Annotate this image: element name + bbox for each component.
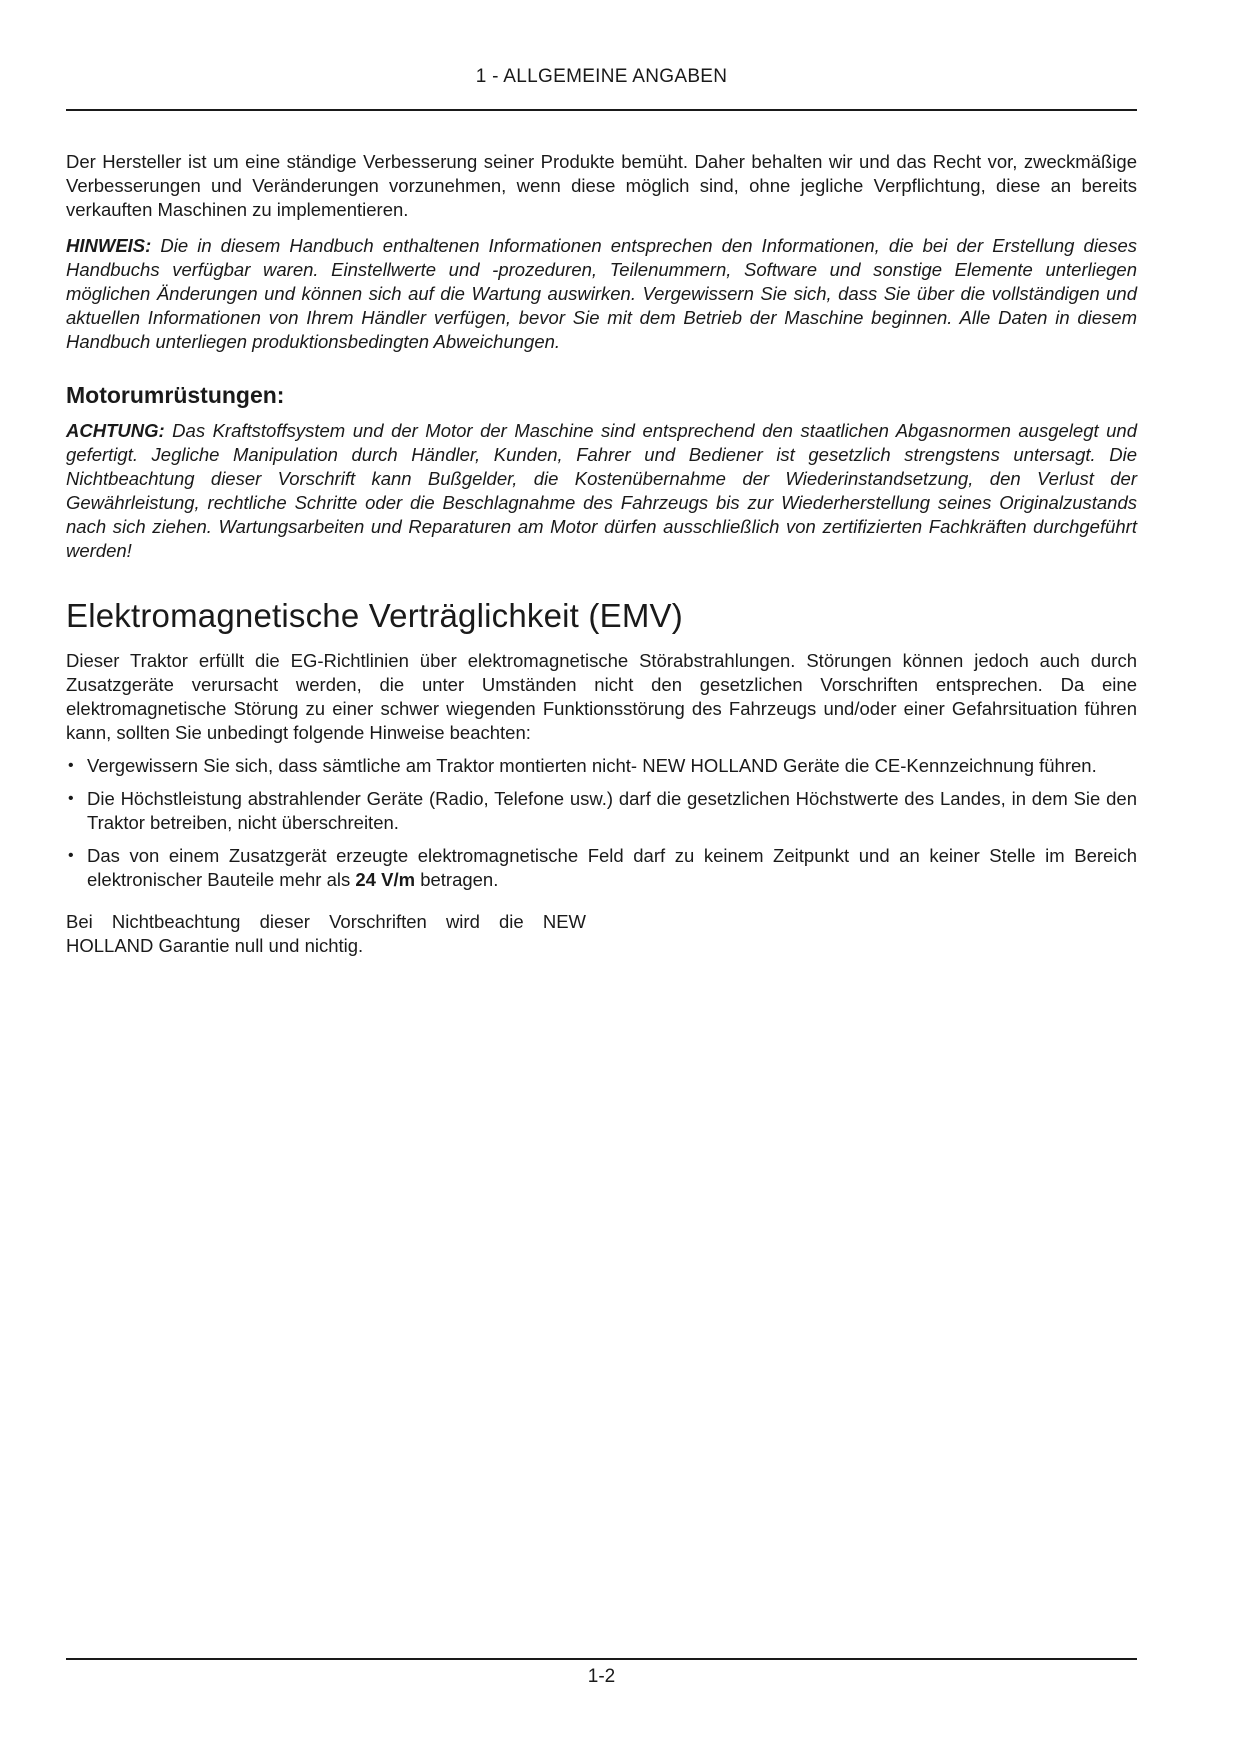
achtung-label: ACHTUNG: — [66, 420, 165, 441]
achtung-text: Das Kraftstoffsystem und der Motor der Maschine sind entsprechend den staatlichen Abgasnormen ausgelegt und gefertigt. Jegliche Manipulation durch Händler, Kunden, Fahrer und Bediener ist gesetzlich strengstens untersagt. Die Nichtbeachtung dieser Vorschrift kann Bußgelder, die Kostenübernahme der Wiederinstandsetzung, den Verlust der Gewährleistung, rechtliche Schritte oder die Beschlagnahme des Fahrzeugs bis zur Wiederherstellung seines Originalzustands nach sich ziehen. Wartungsarbeiten und Reparaturen am Motor dürfen ausschließlich von zertifizierten Fachkräften durchgeführt werden! — [66, 420, 1137, 561]
bullet-text: Die Höchstleistung abstrahlender Geräte (Radio, Telefone usw.) darf die gesetzlichen Höchstwerte des Landes, in dem Sie den Traktor betreiben, nicht überschreiten. — [87, 788, 1137, 833]
bullet-icon: • — [68, 757, 74, 774]
hinweis-text: Die in diesem Handbuch enthaltenen Informationen entsprechen den Informationen, die bei der Erstellung dieses Handbuchs verfügbar waren. Einstellwerte und -prozeduren, Teilenummern, Software und sonstige Elemente unterliegen möglichen Änderungen und können sich auf die Wartung auswirken. Vergewissern Sie sich, dass Sie über die vollständigen und aktuellen Informationen von Ihrem Händler verfügen, bevor Sie mit dem Betrieb der Maschine beginnen. Alle Daten in diesem Handbuch unterliegen produktionsbedingten Abweichungen. — [66, 235, 1138, 352]
hinweis-label: HINWEIS: — [66, 235, 152, 256]
closing-paragraph: Bei Nichtbeachtung dieser Vorschriften wird die NEW HOLLAND Garantie null und nichtig. — [66, 911, 586, 956]
emv-section-title: Elektromagnetische Verträglichkeit (EMV) — [66, 597, 683, 634]
motor-section-heading: Motorumrüstungen: — [66, 382, 285, 408]
emv-bullet-list — [66, 754, 1137, 892]
bullet-icon: • — [68, 847, 74, 864]
bullet-text-after: betragen. — [420, 869, 499, 890]
emv-intro-paragraph: Dieser Traktor erfüllt die EG-Richtlinien über elektromagnetische Störabstrahlungen. Störungen können jedoch auch durch Zusatzgeräte verursacht werden, die unter Umständen nicht den gesetzlichen Vorschriften entsprechen. Da eine elektromagnetische Störung zu einer schwer wiegenden Funktionsstörung des Fahrzeugs und/oder einer Gefahrsituation führen kann, sollten Sie unbedingt folgende Hinweise beachten: — [66, 650, 1137, 743]
hinweis-note — [66, 234, 1137, 354]
achtung-note — [66, 419, 1137, 563]
list-item — [66, 754, 1137, 778]
field-strength-value: 24 V/m — [355, 869, 416, 890]
intro-paragraph: Der Hersteller ist um eine ständige Verbesserung seiner Produkte bemüht. Daher behalten wir und das Recht vor, zweckmäßige Verbesserungen und Veränderungen vorzunehmen, wenn diese möglich sind, ohne jegliche Verpflichtung, diese an bereits verkauften Maschinen zu implementieren. — [66, 151, 1137, 220]
page-header-title: 1 - ALLGEMEINE ANGABEN — [475, 66, 728, 87]
list-item — [66, 787, 1137, 835]
page-number: 1-2 — [587, 1666, 616, 1687]
header-divider — [66, 109, 1137, 111]
bullet-text — [87, 844, 1137, 892]
bullet-text-before: Das von einem Zusatzgerät erzeugte elektromagnetische Feld darf zu keinem Zeitpunkt und an keiner Stelle im Bereich elektronischer Bauteile mehr als — [87, 845, 1137, 890]
bullet-icon: • — [68, 790, 74, 807]
footer-divider — [66, 1658, 1137, 1660]
bullet-text: Vergewissern Sie sich, dass sämtliche am Traktor montierten nicht- NEW HOLLAND Geräte die CE-Kennzeichnung führen. — [87, 755, 1097, 776]
page-content — [66, 150, 1137, 958]
list-item — [66, 844, 1137, 892]
